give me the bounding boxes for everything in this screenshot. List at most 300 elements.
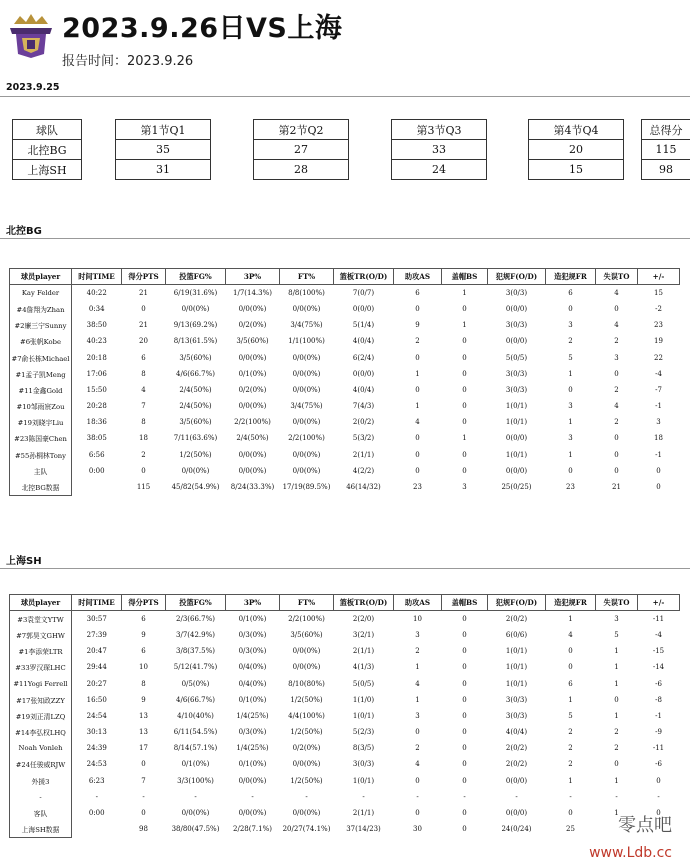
stat-cell: 3(0/3) [505, 385, 528, 394]
stat-cell: -1 [655, 450, 662, 459]
stat-cell: 0 [656, 483, 661, 492]
player-name-cell: #6张帆Kobe [10, 333, 72, 349]
divider [0, 568, 690, 569]
stat-cell: 2(0/2) [352, 418, 375, 427]
player-name-cell: #14李弘权LHQ [10, 724, 72, 740]
stat-cell: 1 [462, 434, 467, 443]
stat-cell: 7 [141, 402, 146, 411]
stat-cell: 40:23 [86, 337, 107, 346]
stat-cell: 24(0/24) [501, 825, 532, 834]
stat-cell: 6 [141, 615, 146, 624]
stat-cell: 5(3/2) [352, 434, 375, 443]
stat-cell: 0 [462, 418, 467, 427]
stat-cell: 10 [413, 615, 422, 624]
table-row [10, 301, 680, 317]
stat-cell: 5(0/5) [505, 353, 528, 362]
stat-cell: 1 [614, 663, 619, 672]
stat-cell: 0 [568, 385, 573, 394]
table-row [10, 740, 680, 756]
quarter-total-box [641, 119, 690, 180]
stat-cell: 0 [462, 695, 467, 704]
stat-cell: 1 [568, 615, 573, 624]
stat-cell: - [416, 792, 419, 801]
stat-cell: 1 [568, 776, 573, 785]
stat-cell: 1 [462, 289, 467, 298]
team-section-title: 上海SH [6, 556, 42, 567]
stat-cell: 3/5(60%) [179, 418, 212, 427]
stat-cell: 3(0/3) [505, 369, 528, 378]
stat-cell: 0/5(0%) [181, 679, 210, 688]
stat-cell: 20:27 [86, 679, 107, 688]
stat-cell: 4 [415, 418, 420, 427]
team-section-title: 北控BG [6, 226, 42, 237]
stat-cell: 18 [139, 434, 148, 443]
stat-cell: 0 [415, 450, 420, 459]
stat-cell: - [251, 792, 254, 801]
stat-cell: 0/0(0%) [292, 647, 321, 656]
column-header: 投篮FG% [166, 269, 226, 285]
stat-cell: 0 [462, 825, 467, 834]
stat-cell: 0 [462, 304, 467, 313]
quarter-score: 20 [529, 140, 624, 160]
table-row [10, 285, 680, 301]
table-row [10, 675, 680, 691]
stat-cell: 0(0/0) [505, 776, 528, 785]
player-name-cell: #33罗汉琛LHC [10, 659, 72, 675]
column-header: 造犯规FR [546, 595, 596, 611]
stat-cell: -9 [655, 728, 662, 737]
stat-cell: 0 [415, 304, 420, 313]
stat-cell: 0(0/0) [505, 304, 528, 313]
stat-cell: 7(0/7) [352, 289, 375, 298]
stat-cell: 0 [462, 711, 467, 720]
stat-cell: 2 [614, 728, 619, 737]
table-row [10, 463, 680, 479]
stat-cell: 23 [654, 321, 663, 330]
table-row [10, 398, 680, 414]
stat-cell: 0/2(0%) [292, 744, 321, 753]
stat-cell: 0/0(0%) [292, 369, 321, 378]
stat-cell: 0 [462, 402, 467, 411]
stat-cell: 0 [614, 695, 619, 704]
stat-cell: 23 [566, 483, 575, 492]
stat-cell: 0/1(0%) [238, 369, 267, 378]
stat-cell: 0/0(0%) [238, 353, 267, 362]
stat-cell: - [142, 792, 145, 801]
stat-cell: 2/3(66.7%) [176, 615, 215, 624]
stat-cell: 17:06 [86, 369, 107, 378]
stat-cell: 2/4(50%) [236, 434, 269, 443]
stat-cell: 0 [462, 647, 467, 656]
stat-cell: 3 [568, 434, 573, 443]
column-header: 造犯规FR [546, 269, 596, 285]
stat-cell: 0 [462, 466, 467, 475]
stat-cell: 1/4(25%) [236, 744, 269, 753]
stat-cell: 4(0/4) [352, 385, 375, 394]
stat-cell: 6 [568, 289, 573, 298]
stat-cell: 2 [568, 728, 573, 737]
stat-cell: 8/10(80%) [288, 679, 325, 688]
stat-cell: 2/2(100%) [288, 434, 325, 443]
table-row [10, 382, 680, 398]
stat-cell: 7/11(63.6%) [173, 434, 218, 443]
stat-cell: -15 [652, 647, 665, 656]
stat-cell: 1(0/1) [505, 663, 528, 672]
stat-cell: 1/2(50%) [290, 776, 323, 785]
stat-cell: 5 [614, 630, 619, 639]
stat-cell: 5(0/5) [352, 679, 375, 688]
stat-cell: 3(0/3) [505, 695, 528, 704]
stat-cell: 2/28(7.1%) [233, 825, 272, 834]
stat-cell: 4(0/4) [505, 728, 528, 737]
stat-cell: 0 [614, 760, 619, 769]
stat-cell: - [515, 792, 518, 801]
stat-cell: 3(0/3) [505, 321, 528, 330]
stat-cell: 0:34 [88, 304, 105, 313]
table-row [10, 643, 680, 659]
stat-cell: 19 [654, 337, 663, 346]
stat-cell: 0 [462, 663, 467, 672]
stat-cell: 2 [415, 337, 420, 346]
stat-cell: 4 [415, 760, 420, 769]
stat-cell: 0/0(0%) [238, 402, 267, 411]
team-stats-table [9, 268, 680, 496]
stat-cell: 0/0(0%) [292, 809, 321, 818]
stat-cell: 8 [141, 369, 146, 378]
stat-cell: 0 [656, 776, 661, 785]
stat-cell: 0 [141, 809, 146, 818]
stat-cell: 27:39 [86, 630, 107, 639]
stat-cell: 4 [568, 630, 573, 639]
quarter-score: 28 [254, 160, 349, 180]
stat-cell: 0/3(0%) [238, 630, 267, 639]
stat-cell: 38:05 [86, 434, 107, 443]
stat-cell: 4 [614, 402, 619, 411]
stat-cell: 0 [415, 776, 420, 785]
player-name-cell: #1李添荣LTR [10, 643, 72, 659]
stat-cell: 2(1/1) [352, 647, 375, 656]
stat-cell: 0 [462, 728, 467, 737]
table-header-row [10, 595, 680, 611]
quarter-label: 第3节Q3 [392, 120, 487, 140]
stat-cell: -7 [655, 385, 662, 394]
stat-cell: 0 [462, 353, 467, 362]
stat-cell: 0/4(0%) [238, 679, 267, 688]
stat-cell: 40:22 [86, 289, 107, 298]
team-name: 上海SH [13, 160, 82, 180]
stat-cell: 1 [568, 418, 573, 427]
stat-cell: 6(2/4) [352, 353, 375, 362]
table-row [10, 789, 680, 805]
stat-cell: 0/0(0%) [292, 466, 321, 475]
stat-cell: 2 [614, 385, 619, 394]
stat-cell: 4(0/4) [352, 337, 375, 346]
stat-cell: 6:56 [88, 450, 105, 459]
quarter-label: 第1节Q1 [116, 120, 211, 140]
column-header: 篮板TR(O/D) [334, 595, 394, 611]
stat-cell: 20:28 [86, 402, 107, 411]
stat-cell: 9/13(69.2%) [173, 321, 218, 330]
game-date: 2023.9.25 [6, 82, 60, 93]
stat-cell: 0/0(0%) [238, 304, 267, 313]
stat-cell: 0 [462, 385, 467, 394]
stat-cell: 0(0/0) [505, 809, 528, 818]
player-name-cell: #24任骏威RJW [10, 756, 72, 772]
table-row [10, 724, 680, 740]
stat-cell: 0/3(0%) [238, 647, 267, 656]
stat-cell: 18 [654, 434, 663, 443]
player-name-cell: Noah Vonleh [10, 740, 72, 756]
stat-cell: -14 [652, 663, 665, 672]
stat-cell: 0 [415, 353, 420, 362]
stat-cell: 0:00 [88, 466, 105, 475]
stat-cell: 2(0/2) [505, 615, 528, 624]
stat-cell: 8 [141, 679, 146, 688]
stat-cell: 5 [568, 353, 573, 362]
stat-cell: 1/7(14.3%) [233, 289, 272, 298]
stat-cell: 2(0/2) [505, 744, 528, 753]
report-time: 报告时间：2023.9.26 [62, 54, 194, 69]
page-title: 2023.9.26日VS上海 [62, 13, 343, 44]
stat-cell: - [194, 792, 197, 801]
stat-cell: - [95, 792, 98, 801]
player-name-cell: #11Yogi Ferrell [10, 675, 72, 691]
stat-cell: 38/80(47.5%) [171, 825, 220, 834]
stat-cell [72, 821, 122, 837]
stat-cell: 25 [566, 825, 575, 834]
stat-cell: 10 [139, 663, 148, 672]
stat-cell: 2 [568, 337, 573, 346]
stat-cell: 2(2/0) [352, 615, 375, 624]
stat-cell: 8 [141, 418, 146, 427]
stat-cell: 0 [462, 679, 467, 688]
stat-cell: 4(1/3) [352, 663, 375, 672]
stat-cell: 0 [415, 466, 420, 475]
stat-cell: 0 [568, 304, 573, 313]
stat-cell: 30:13 [86, 728, 107, 737]
stat-cell: 2(1/1) [352, 809, 375, 818]
stat-cell: 8(3/5) [352, 744, 375, 753]
total-score: 98 [642, 160, 690, 180]
team-header: 球队 [13, 120, 82, 140]
stat-cell: 13 [139, 711, 148, 720]
column-header: 得分PTS [122, 595, 166, 611]
player-name-cell: #17张知政ZZY [10, 692, 72, 708]
stat-cell: 4/6(66.7%) [176, 695, 215, 704]
table-header-row [10, 269, 680, 285]
quarter-label: 第2节Q2 [254, 120, 349, 140]
column-header: 时间TIME [72, 595, 122, 611]
stat-cell: 13 [139, 728, 148, 737]
stat-cell: 0 [614, 450, 619, 459]
stat-cell: 7 [141, 776, 146, 785]
column-header: 失误TO [596, 595, 638, 611]
stat-cell: 2 [415, 744, 420, 753]
stat-cell: 21 [139, 321, 148, 330]
table-row [10, 659, 680, 675]
stat-cell: 0/0(0%) [181, 466, 210, 475]
stat-cell: 37(14/23) [346, 825, 381, 834]
column-header: 3P% [226, 269, 280, 285]
stat-cell: 16:50 [86, 695, 107, 704]
stat-cell: 0/4(0%) [238, 663, 267, 672]
stat-cell: 3/4(75%) [290, 402, 323, 411]
column-header: 盖帽BS [442, 269, 488, 285]
stat-cell: 1/2(50%) [179, 450, 212, 459]
stat-cell: 25(0/25) [501, 483, 532, 492]
table-row [10, 821, 680, 837]
stat-cell: 23 [413, 483, 422, 492]
column-header: 投篮FG% [166, 595, 226, 611]
stat-cell: 0 [462, 337, 467, 346]
stat-cell: 3 [415, 711, 420, 720]
stat-cell: 3 [614, 615, 619, 624]
stat-cell: 17/19(89.5%) [282, 483, 331, 492]
stat-cell: 1 [415, 695, 420, 704]
stat-cell: 0/0(0%) [238, 809, 267, 818]
quarter-score: 35 [116, 140, 211, 160]
stat-cell: 0/2(0%) [238, 321, 267, 330]
stat-cell: -2 [655, 304, 662, 313]
stat-cell: 21 [139, 289, 148, 298]
stat-cell: 0 [462, 615, 467, 624]
stat-cell: 3(2/1) [352, 630, 375, 639]
stat-cell: 6/11(54.5%) [173, 728, 218, 737]
team-stats-table [9, 594, 680, 838]
stat-cell: 1 [614, 711, 619, 720]
player-name-cell: #1孟子凯Meng [10, 366, 72, 382]
stat-cell: 2 [141, 450, 146, 459]
stat-cell: 9 [415, 321, 420, 330]
stat-cell: 30 [413, 825, 422, 834]
stat-cell: 15 [654, 289, 663, 298]
table-row [10, 333, 680, 349]
divider [0, 238, 690, 239]
stat-cell [72, 479, 122, 495]
stat-cell: 0 [141, 304, 146, 313]
stat-cell: 2 [614, 744, 619, 753]
stat-cell: 1 [614, 809, 619, 818]
column-header: 得分PTS [122, 269, 166, 285]
watermark-url: www.Ldb.cc [589, 845, 672, 861]
stat-cell: 0/2(0%) [238, 385, 267, 394]
column-header: 时间TIME [72, 269, 122, 285]
column-header: FT% [280, 269, 334, 285]
column-header: 助攻AS [394, 595, 442, 611]
stat-cell: 2 [614, 337, 619, 346]
stat-cell: 3 [462, 483, 467, 492]
stat-cell: 0 [462, 776, 467, 785]
stat-cell: 0 [462, 450, 467, 459]
stat-cell: 0 [656, 466, 661, 475]
player-name-cell: Kay Felder [10, 285, 72, 301]
stat-cell: 0(0/0) [505, 434, 528, 443]
stat-cell: 2 [614, 418, 619, 427]
stat-cell: 0 [568, 809, 573, 818]
stat-cell: 4/4(100%) [288, 711, 325, 720]
stat-cell: 98 [139, 825, 148, 834]
column-header: FT% [280, 595, 334, 611]
stat-cell: 3 [415, 630, 420, 639]
stat-cell: -11 [652, 615, 665, 624]
stat-cell: 5 [568, 711, 573, 720]
stat-cell: 24:53 [86, 760, 107, 769]
stat-cell: 3/5(60%) [236, 337, 269, 346]
column-header: +/- [638, 269, 680, 285]
stat-cell: 4/10(40%) [177, 711, 214, 720]
stat-cell: 3/5(60%) [179, 353, 212, 362]
stat-cell: 24:54 [86, 711, 107, 720]
stat-cell: 4 [614, 289, 619, 298]
stat-cell: 4(2/2) [352, 466, 375, 475]
stat-cell: 6 [141, 647, 146, 656]
stat-cell: 0/0(0%) [238, 450, 267, 459]
divider [0, 96, 690, 97]
quarter-score: 27 [254, 140, 349, 160]
table-row [10, 756, 680, 772]
stat-cell: 1 [568, 695, 573, 704]
table-row [10, 611, 680, 627]
player-name-cell: #55孙桐林Tony [10, 447, 72, 463]
stat-cell: 8/13(61.5%) [173, 337, 218, 346]
stat-cell: -1 [655, 402, 662, 411]
stat-cell: 30:57 [86, 615, 107, 624]
table-row [10, 692, 680, 708]
stat-cell: -8 [655, 695, 662, 704]
player-name-cell: #4詹翔为Zhan [10, 301, 72, 317]
quarter-score: 33 [392, 140, 487, 160]
table-row [10, 773, 680, 789]
stat-cell: 1(0/1) [505, 418, 528, 427]
table-row [10, 414, 680, 430]
player-name-cell: 客队 [10, 805, 72, 821]
stat-cell: 1/2(50%) [290, 728, 323, 737]
player-name-cell: #2廉三宁Sunny [10, 317, 72, 333]
stat-cell: 1 [568, 450, 573, 459]
stat-cell: 0 [568, 466, 573, 475]
stat-cell: 3/4(75%) [290, 321, 323, 330]
player-name-cell: - [10, 789, 72, 805]
stat-cell: 0/3(0%) [238, 728, 267, 737]
player-name-cell: 外援3 [10, 773, 72, 789]
stat-cell: 46(14/32) [346, 483, 381, 492]
stat-cell: 3(0/3) [505, 289, 528, 298]
quarter-q2-box [253, 119, 349, 180]
stat-cell: 1 [614, 776, 619, 785]
stat-cell: 115 [136, 483, 151, 492]
player-name-cell: #11金鑫Gold [10, 382, 72, 398]
stat-cell: -6 [655, 760, 662, 769]
stat-cell: 3/5(60%) [290, 630, 323, 639]
stat-cell: 6 [141, 353, 146, 362]
column-header: 篮板TR(O/D) [334, 269, 394, 285]
stat-cell: 1(1/0) [352, 695, 375, 704]
column-header: 助攻AS [394, 269, 442, 285]
player-name-cell: 北控BG数据 [10, 479, 72, 495]
stat-cell: 7(4/3) [352, 402, 375, 411]
stat-cell: - [362, 792, 365, 801]
stat-cell: 38:50 [86, 321, 107, 330]
stat-cell: 0 [462, 744, 467, 753]
stat-cell: 3 [568, 321, 573, 330]
stat-cell: 2(1/1) [352, 450, 375, 459]
stat-cell: 0(0/0) [352, 369, 375, 378]
stat-cell: 2(0/2) [505, 760, 528, 769]
column-header: +/- [638, 595, 680, 611]
stat-cell: 0/0(0%) [292, 385, 321, 394]
quarter-label: 第4节Q4 [529, 120, 624, 140]
stat-cell: 0 [462, 809, 467, 818]
